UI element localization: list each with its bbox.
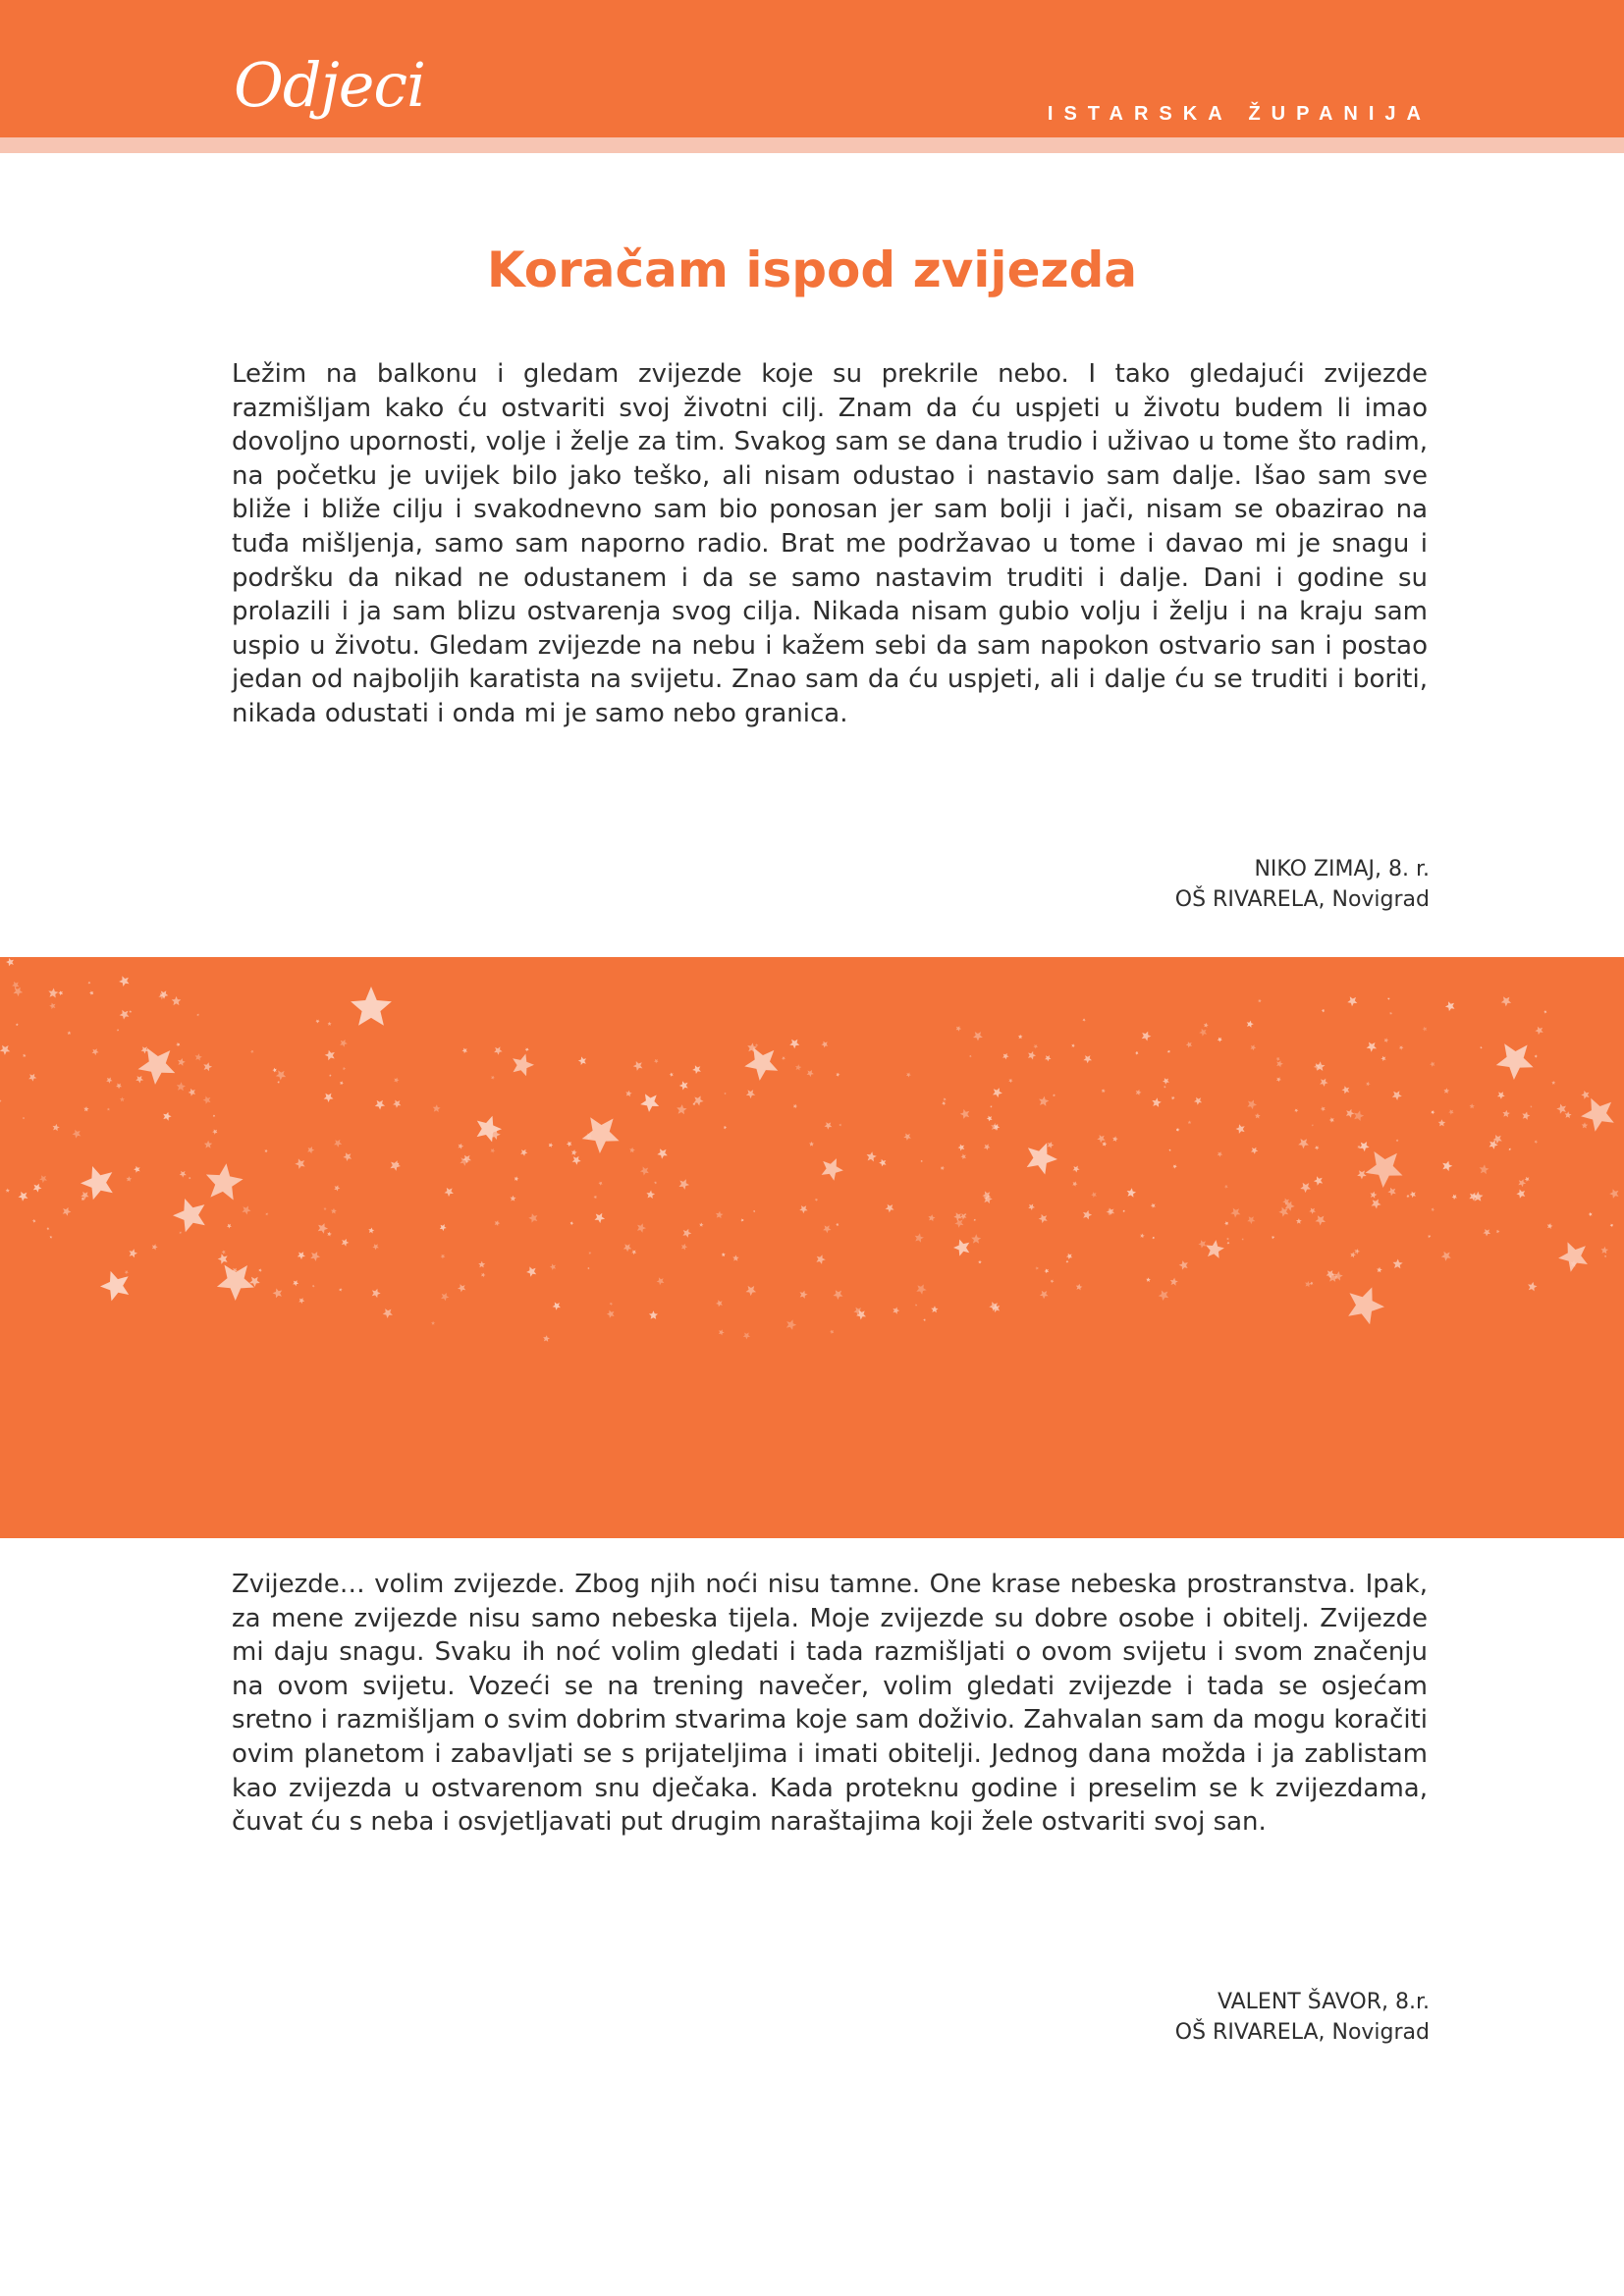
page-header — [0, 0, 1624, 137]
author-name: VALENT ŠAVOR, 8.r. — [1217, 1990, 1430, 2014]
author-name: NIKO ZIMAJ, 8. r. — [1254, 857, 1430, 881]
magazine-logo: Odjeci — [234, 49, 425, 121]
paragraph-1: Ležim na balkonu i gledam zvijezde koje su prekrile nebo. I tako gledajući zvijezde razmišljam kako ću ostvariti svoj životni cilj. Znam da ću uspjeti u životu budem li imao dovoljno upornosti, volje i želje za tim. Svakog sam se dana trudio i uživao u tome što radim, na početku je uvijek bilo jako teško, ali nisam odustao i nastavio sam dalje. Išao sam sve bliže i bliže cilju i svakodnevno sam bio ponosan jer sam bolji i jači, nisam se obazirao na tuđa mišljenja, samo sam naporno radio. Brat me podržavao u tome i davao mi je snagu i podršku da nikad ne odustanem i da se samo nastavim truditi i dalje. Dani i godine su prolazili i ja sam blizu ostvarenja svog cilja. Nikada nisam gubio volju i želju i na kraju sam uspio u životu. Gledam zvijezde na nebu i kažem sebi da sam napokon ostvario san i postao jedan od najboljih karatista na svijetu. Znao sam da ću uspjeti, ali i dalje ću se truditi i boriti, nikada odustati i onda mi je samo nebo granica. — [232, 359, 1428, 728]
author-school: OŠ RIVARELA, Novigrad — [1174, 2020, 1430, 2045]
author-school: OŠ RIVARELA, Novigrad — [1174, 887, 1430, 912]
article-title: Koračam ispod zvijezda — [486, 241, 1138, 298]
region-label: ISTARSKA ŽUPANIJA — [1047, 103, 1432, 125]
signature-2 — [840, 1987, 1430, 2048]
signature-1 — [840, 854, 1430, 915]
stars-icon — [0, 957, 1624, 1538]
stars-illustration — [0, 957, 1624, 1538]
paragraph-2: Zvijezde… volim zvijezde. Zbog njih noći nisu tamne. One krase nebeska prostranstva. Ipak, za mene zvijezde nisu samo nebeska tijela. Moje zvijezde su dobre osobe i obitelj. Zvijezde mi daju snagu. Svaku ih noć volim gledati i tada razmišljati o ovom svijetu i svom značenju na ovom svijetu. Vozeći se na trening navečer, volim gledati zvijezde i tada se osjećam sretno i razmišljam o svim dobrim stvarima koje sam doživio. Zahvalan sam da mogu koračiti ovim planetom i zabavljati se s prijateljima i imati obitelji. Jednog dana možda i ja zablistam kao zvijezda u ostvarenom snu dječaka. Kada proteknu godine i preselim se k zvijezdama, čuvat ću s neba i osvjetljavati put drugim naraštajima koji žele ostvariti svoj san. — [232, 1570, 1428, 1838]
header-strip — [0, 137, 1624, 153]
